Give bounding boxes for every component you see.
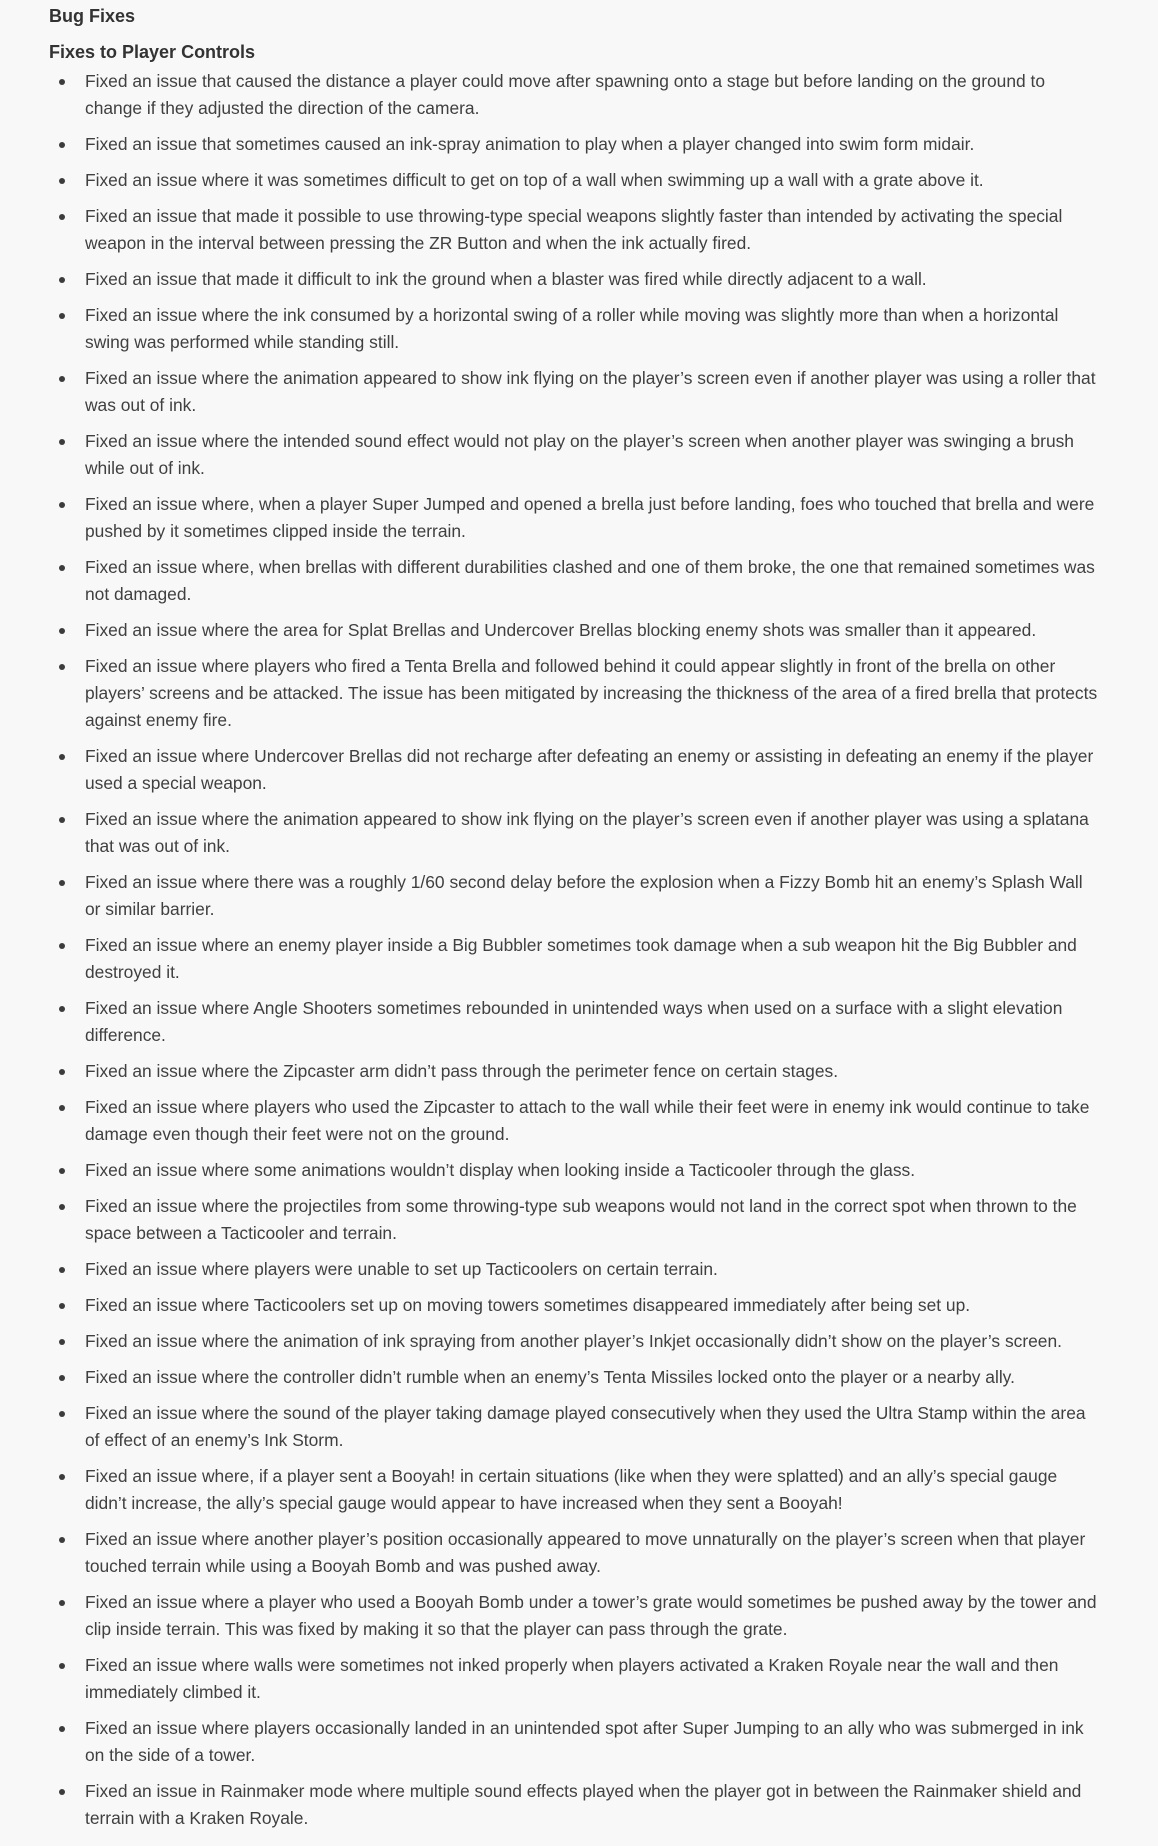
fix-item: Fixed an issue where a player who used a Booyah Bomb under a tower’s grate would sometimes be pushed away by the tower and clip inside terrain. This was fixed by making it so that the player can pass through the grate. <box>49 1589 1099 1643</box>
fix-item: Fixed an issue where some animations wouldn’t display when looking inside a Tacticooler through the glass. <box>49 1157 1099 1184</box>
fix-item: Fixed an issue where the Zipcaster arm didn’t pass through the perimeter fence on certain stages. <box>49 1058 1099 1085</box>
fix-item: Fixed an issue where the sound of the player taking damage played consecutively when they used the Ultra Stamp within the area of effect of an enemy’s Ink Storm. <box>49 1400 1099 1454</box>
fix-item: Fixed an issue where another player’s position occasionally appeared to move unnaturally on the player’s screen when that player touched terrain while using a Booyah Bomb and was pushed away. <box>49 1526 1099 1580</box>
fix-item: Fixed an issue that caused the distance a player could move after spawning onto a stage but before landing on the ground to change if they adjusted the direction of the camera. <box>49 68 1099 122</box>
fix-item: Fixed an issue where the area for Splat Brellas and Undercover Brellas blocking enemy shots was smaller than it appeared. <box>49 617 1099 644</box>
fix-item: Fixed an issue that sometimes caused an ink-spray animation to play when a player changed into swim form midair. <box>49 131 1099 158</box>
subsection-title: Fixes to Player Controls <box>49 42 256 62</box>
fix-item: Fixed an issue where the animation appeared to show ink flying on the player’s screen even if another player was using a splatana that was out of ink. <box>49 806 1099 860</box>
section-title: Bug Fixes <box>49 6 136 26</box>
fix-item: Fixed an issue where players occasionally landed in an unintended spot after Super Jumping to an ally who was submerged in ink on the side of a tower. <box>49 1715 1099 1769</box>
fix-item: Fixed an issue where the animation appeared to show ink flying on the player’s screen even if another player was using a roller that was out of ink. <box>49 365 1099 419</box>
fix-item: Fixed an issue where Undercover Brellas did not recharge after defeating an enemy or assisting in defeating an enemy if the player used a special weapon. <box>49 743 1099 797</box>
fix-item: Fixed an issue where Angle Shooters sometimes rebounded in unintended ways when used on a surface with a slight elevation difference. <box>49 995 1099 1049</box>
fix-item: Fixed an issue that made it difficult to ink the ground when a blaster was fired while directly adjacent to a wall. <box>49 266 1099 293</box>
fix-item: Fixed an issue where the projectiles from some throwing-type sub weapons would not land in the correct spot when thrown to the space between a Tacticooler and terrain. <box>49 1193 1099 1247</box>
fix-item: Fixed an issue where an enemy player inside a Big Bubbler sometimes took damage when a sub weapon hit the Big Bubbler and destroyed it. <box>49 932 1099 986</box>
fix-item: Fixed an issue where, when a player Super Jumped and opened a brella just before landing, foes who touched that brella and were pushed by it sometimes clipped inside the terrain. <box>49 491 1099 545</box>
fix-item: Fixed an issue where players were unable to set up Tacticoolers on certain terrain. <box>49 1256 1099 1283</box>
fix-list <box>49 68 1099 1832</box>
fix-item: Fixed an issue where players who fired a Tenta Brella and followed behind it could appear slightly in front of the brella on other players’ screens and be attacked. The issue has been mitigated by increasing the thickness of the area of a fired brella that protects against enemy fire. <box>49 653 1099 734</box>
fix-item: Fixed an issue that made it possible to use throwing-type special weapons slightly faster than intended by activating the special weapon in the interval between pressing the ZR Button and when the ink actually fired. <box>49 203 1099 257</box>
fix-item: Fixed an issue where the animation of ink spraying from another player’s Inkjet occasionally didn’t show on the player’s screen. <box>49 1328 1099 1355</box>
fix-item: Fixed an issue where players who used the Zipcaster to attach to the wall while their feet were in enemy ink would continue to take damage even though their feet were not on the ground. <box>49 1094 1099 1148</box>
fix-item: Fixed an issue where, when brellas with different durabilities clashed and one of them broke, the one that remained sometimes was not damaged. <box>49 554 1099 608</box>
fix-item: Fixed an issue where walls were sometimes not inked properly when players activated a Kraken Royale near the wall and then immediately climbed it. <box>49 1652 1099 1706</box>
fix-item: Fixed an issue where it was sometimes difficult to get on top of a wall when swimming up a wall with a grate above it. <box>49 167 1099 194</box>
fix-item: Fixed an issue where, if a player sent a Booyah! in certain situations (like when they were splatted) and an ally’s special gauge didn’t increase, the ally’s special gauge would appear to have increased when they sent a Booyah! <box>49 1463 1099 1517</box>
fix-item: Fixed an issue in Rainmaker mode where multiple sound effects played when the player got in between the Rainmaker shield and terrain with a Kraken Royale. <box>49 1778 1099 1832</box>
fix-item: Fixed an issue where the controller didn’t rumble when an enemy’s Tenta Missiles locked onto the player or a nearby ally. <box>49 1364 1099 1391</box>
fix-item: Fixed an issue where there was a roughly 1/60 second delay before the explosion when a Fizzy Bomb hit an enemy’s Splash Wall or similar barrier. <box>49 869 1099 923</box>
fix-item: Fixed an issue where Tacticoolers set up on moving towers sometimes disappeared immediately after being set up. <box>49 1292 1099 1319</box>
fix-item: Fixed an issue where the ink consumed by a horizontal swing of a roller while moving was slightly more than when a horizontal swing was performed while standing still. <box>49 302 1099 356</box>
fix-item: Fixed an issue where the intended sound effect would not play on the player’s screen when another player was swinging a brush while out of ink. <box>49 428 1099 482</box>
